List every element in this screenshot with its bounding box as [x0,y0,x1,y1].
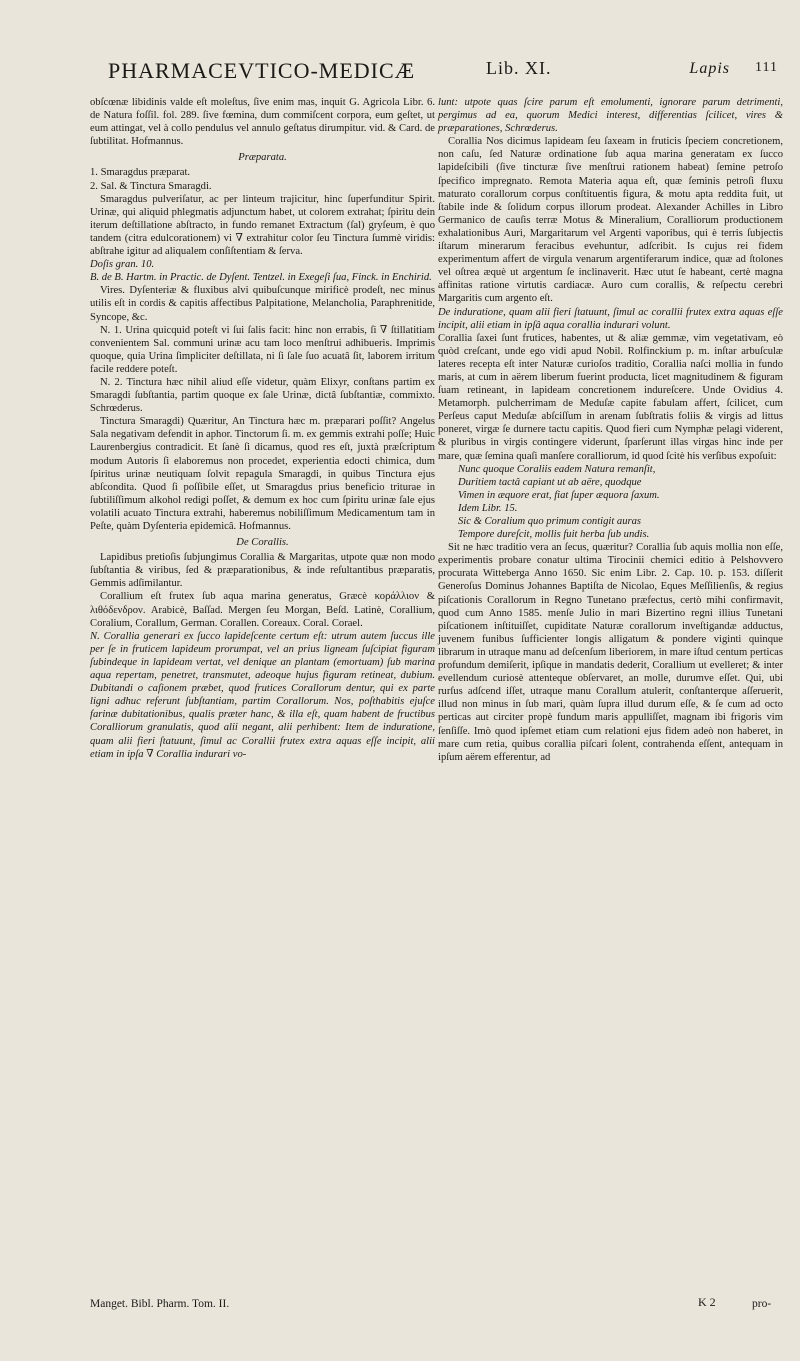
left-column-paragraph: Corallium eſt frutex ſub aqua marina generatus, Græcè κοράλλιον & λιθόδενδρον. Arabicè, Baſſad. Mergen ſeu Morgan, Beſd. Latinè, Corallium, Coralium, Corallum, German. Corallen. Coreaux. Coral. Corael. [90,591,435,629]
left-column-paragraph: De Corallis. [236,537,289,549]
right-column-paragraph: Vimen in æquore erat, fiat ſuper æquora ſaxum. [458,489,660,501]
right-column-paragraph: Corallia ſaxei ſunt frutices, habentes, ut & aliæ gemmæ, vim vegetativam, eò quòd creſcant, unde ego vidi apud Nobil. Rolfinckium p. m. inſtar arbuſculæ lateres recepta eſt inter Naturæ curioſos traditio, Corallia naſci mollia in fundo maris, at cum in aërem liberum fuerint producta, licet magnitudinem & figuram ſuam retineant, in lapideam concretionem indureſcere. Unde Ovidius 4. Metamorph. pulcherrimam de Meduſæ capite fabulam affert, ſcilicet, cum Perſeus caput Meduſæ abſciſſum in arenam ſubſtratis foliis & virgis ad littus poneret, virgæ ſe durnere tactu capitis. Quod fieri cum Nymphæ pelagi viderent, & pluribus in virgis contingere viderunt, ſparſerunt illas virgas hinc inde per mare, quæ ſemina quaſi manſere coralliorum, id quod ſcitè his verſibus expoſuit: [438,332,783,462]
left-column-paragraph: Lapidibus pretioſis ſubjungimus Corallia & Margaritas, utpote quæ non modo ſubſtantia & viribus, ſed & præparationibus, & inde reſultantibus præparatis, Gemmis adſimilantur. [90,552,435,590]
page-number: 111 [755,60,778,75]
left-column-paragraph: N. 2. Tinctura hæc nihil aliud eſſe videtur, quàm Elixyr, conſtans partim ex Smaragdi ſubſtantia, partim quoque ex ſale Urinæ, dictâ ſubſtantiæ, commixto. Schrœderus. [90,376,435,415]
left-column-paragraph: obſcœnæ libidinis valde eſt moleſtus, ſive enim mas, inquit G. Agricola Libr. 6. de Natura foſſil. fol. 289. ſive fœmina, dum commiſcent corpora, eum geſtet, ut eum attingat, vel à collo pendulus vel annulo geſtatus dirumpitur. vid. & Card. de ſubtilitat. Hofmannus. [90,97,435,148]
right-column-paragraph: Sic & Coralium quo primum contigit auras [458,516,642,527]
right-column-paragraph: Duritiem tactâ capiant ut ab aëre, quodque [458,476,642,488]
left-column-paragraph: Præparata. [238,152,287,164]
right-column-paragraph: Idem Libr. 15. [458,502,518,514]
left-column-paragraph: Smaragdus pulveriſatur, ac per linteum trajicitur, hinc ſuperfunditur Spirit. Urinæ, qui aliquid phlegmatis adjunctum habet, ut colorem extrahat; ſpiritu dein iterum deſtillatione abſtracto, in fundo remanet Extractum (ſal) gryſeum, è quo tandem (citra edulcorationem) vi ∇ extrahitur color ſeu Tinctura ſummè viridis: abſtrahe igitur ad aliqualem conſiſtentiam & ſerva. [90,193,435,258]
left-column-paragraph: N. 1. Urina quicquid poteſt vi ſui ſalis facit: hinc non errabis, ſi ∇ ſtillatitiam convenientem Sal. communi urinæ acu tam loco menſtrui adhibueris. Imprimis quoque, quia Urina ſimpliciter deſtillata, ni ſi ſale ſuo acuatâ ſit, laborem irritum facile reddere poteſt. [90,324,435,375]
footer-catchword: pro- [752,1298,772,1310]
right-column-paragraph: De induratione, quam alii fieri ſtatuunt, ſimul ac corallii frutex extra aquas eſſe incipit, alii etiam in ipſâ aqua corallia indurari volunt. [438,306,783,331]
right-column-paragraph: lunt: utpote quas ſcire parum eſt emolumenti, ignorare parum detrimenti, pergimus ad ea, quorum Medici interest, differentias ſcilicet, vires & præparationes, Schrœderus. [438,97,783,135]
right-column-paragraph: Nunc quoque Coraliis eadem Natura remanſit, [458,463,656,475]
right-column [438,96,783,764]
section-title: Lapis [689,60,730,77]
footer-bibliographic-line: Manget. Bibl. Pharm. Tom. II. [90,1298,230,1310]
right-column-paragraph: Tempore dureſcit, mollis fuit herba ſub undis. [458,529,650,541]
footer-signature-mark: K 2 [698,1295,716,1309]
book-number: Lib. XI. [486,58,552,78]
left-column-paragraph: 2. Sal. & Tinctura Smaragdi. [90,180,212,192]
left-column-paragraph: 1. Smaragdus præparat. [90,167,191,179]
right-column-paragraph: Corallia Nos dicimus lapideam ſeu ſaxeam in fruticis ſpeciem concretionem, non caſu, ſed Naturæ ordinatione ſub aqua marina generatam ex ſucco lapideſcibili (ſive tincturæ ſive menſtrui rationem habeat) ſemine petroſo ſpecifico impregnato. Remota Materia aqua eſt, quæ ſeminis petroſi fluxu maturato corallorum corpus conſtituentis figura, & motu apta reddita fuit, ut ſtabile inde & ſolidum corpus illorum prodeat. Alexander Achilles in Libro Germanico de cauſis terræ Motus & Mineralium, Coralliorum productionem exhalationibus Auri, Margaritarum vel Argenti vaporibus, qui è terris ſubjectis iſtarum minerarum feracibus evehuntur, adſcribit. Is cujus rei fidem experimentum affert de virgula venarum argentiferarum indice, quæ ad ſtolones vel oſtrea æquè ut argentum ſe inclinaverit. Hæc utut ſe habeant, certè magna affinitas ratione virtutis cardiacæ. Auro cum corallis, & reſpectu cerebri Margaritis cum argento eſt. [438,136,783,305]
left-column-paragraph: Tinctura Smaragdi) Quæritur, An Tinctura hæc m. præparari poſſit? Angelus Sala negativam defendit in aphor. Tinctorum ſi. m. ex gemmis extrahi poſſe; Huic Laurenbergius contradicit. Et ſanè ſi dicamus, quod res eſt, juxtà præſcriptum modum Autoris ſi elaboremus non procedet, experientia edocti chimica, dum ſpiritus urinæ neutiquam ſolvit repagula Smaragdi, in quibus Tinctura ejus abſcondita. Quod ſi poſſibile eſſet, ut Smaragdus prius beneficio triturae in ſubtiliſſimum alkohol redigi poſſet, & demum ex hoc cum ſpiritu urinæ ſale ejus volatili acuato Tinctura extrahi, haberemus nobiliſſimum Medicamentum tam in Peſte, quàm Dyſenteria epidemicâ. Hofmannus. [90,416,435,532]
left-column-paragraph: N. Corallia generari ex ſucco lapideſcente certum eſt: utrum autem ſuccus ille per ſe in fruticem lapideum prorumpat, vel an prius ligneam ſuſcipiat figuram ſubindeque in lapideam vertat, vel denique an plantam (emortuam) ſub marina aqua repertam, penetret, transmutet, adeoque hujus figuram retineat, dubium. Dubitandi o caſionem præbet, quod frutices Corallorum dentur, qui ex parte ligni adhuc referunt ſubſtantiam, partim Corallorum. Nos, poſthabitis ejuſce farinæ dubitationibus, qualis præter hanc, & illa eſt, quam habent de fructibus Coralliorum granulatis, quod alii negant, alii perhibent: Item de induratione, quam alii fieri ſtatuunt, ſimul ac Corallii frutex extra aquas eſſe incipit, alii etiam in ipſa ∇ Corallia indurari vo- [90,630,435,760]
left-column-paragraph: Doſis gran. 10. [90,259,155,271]
left-column-paragraph: B. de B. Hartm. in Practic. de Dyſent. Tentzel. in Exegeſi ſua, Finck. in Enchirid. [90,272,432,284]
right-column-paragraph: Sit ne hæc traditio vera an ſecus, quæritur? Corallia ſub aquis mollia non eſſe, experimentis probare conatur ultima Tirocinii chemici editio à Pelshovvero procurata Witteberga Anno 1650. Sic enim Libr. 2. Cap. 10. p. 153. diſſerit Generoſus Dominus Johannes Baptiſta de Nicolao, Eques Meſſilienſis, & regius piſcationis Corallorum in Regno Tunetano præfectus, certò mihi confirmavit, quod cum Anno 1585. menſe Julio in mari Bizertino regni illius Tunetani piſcationem inſtituiſſet, cupiditate Naturæ corallorum inveſtigandæ adductus, juvenem funibus ſufficienter longis alligatum & pondere viginti quinque librarum in utraque manu ad deſcenſum liberiorem, in mare iſtud centum perticas profundum demiſerit, ipſique in mandatis dederit, Corallium ut evelleret; & inter evellendum curiosè attenteque obſervaret, an molle, durumve eſſet. Qui, ubi rurſus adſcend iſſet, utraque manu Corallum atulerit, conſtanterque aſſeruerit, illud non minus in ſub mari, quàm ſupra illud durum eſſe, & ſe cum ad octo perticas aut circiter propè fundum maris appulliſſet, magnam ibi frigoris vim ſenſiſſe. Imò quod ipſemet etiam cum relationi ejus fidem adeò non haberet, in mare cum retia, quibus corallia piſcari ſolent, contrahenda eſſent, antequam in ipſum aërem efferentur, ad [438,542,783,763]
running-head [108,58,778,88]
running-title: PHARMACEVTICO-MEDICÆ [108,58,416,83]
left-column [90,96,435,761]
left-column-paragraph: Vires. Dyſenteriæ & fluxibus alvi quibuſcunque mirificè prodeſt, nec minus utilis eſt in cordis & capitis affectibus Palpitatione, Melancholia, Paraphrenitide, Syncope, &c. [90,285,435,323]
